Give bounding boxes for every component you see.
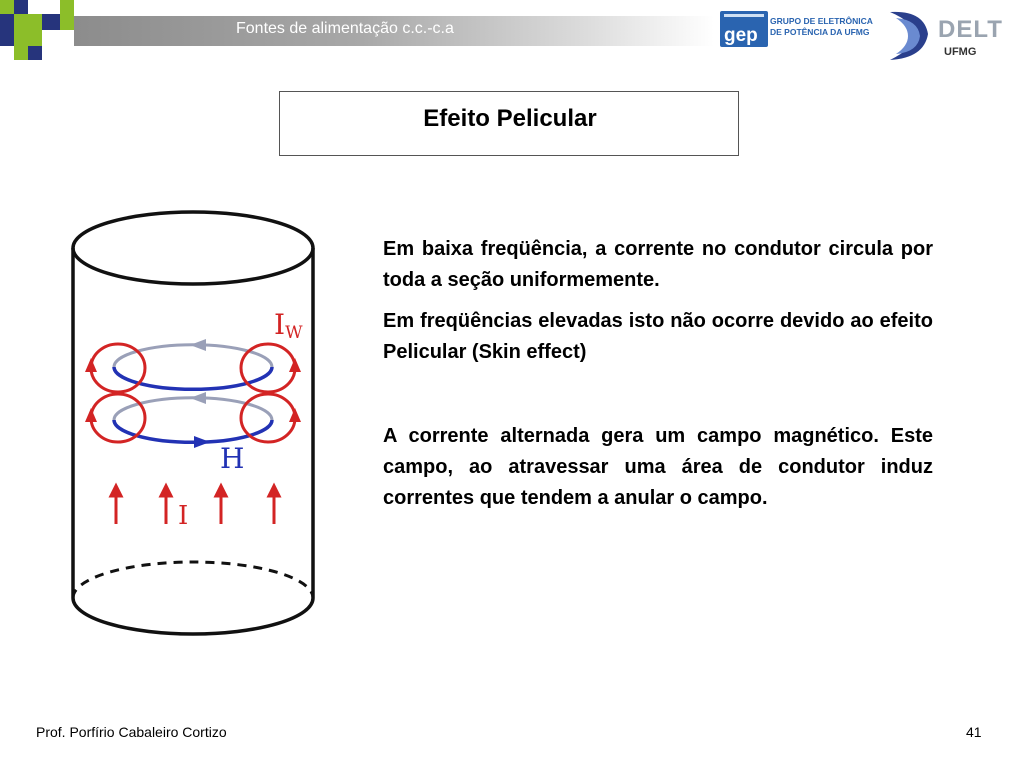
- footer-author: Prof. Porfírio Cabaleiro Cortizo: [36, 724, 227, 740]
- cylinder-bottom-front: [73, 598, 313, 634]
- eddy-arrowhead: [85, 408, 97, 422]
- label-i: I: [178, 501, 189, 531]
- eddy-current-loop: [91, 394, 145, 442]
- skin-effect-diagram: [62, 202, 332, 644]
- h-field-back-arrowhead: [190, 392, 206, 404]
- eddy-arrowhead: [85, 358, 97, 372]
- body-text: [383, 234, 933, 514]
- label-iw-sub: W: [285, 323, 303, 343]
- paragraph-high-frequency: Em freqüências elevadas isto não ocorre devido ao efeito Pelicular (Skin effect): [383, 310, 933, 363]
- slide-title-box: [279, 91, 739, 156]
- delt-logo-label: DELT: [938, 16, 1003, 43]
- h-field-front-arrowhead: [194, 436, 210, 448]
- decor-square: [60, 0, 74, 14]
- cylinder-bottom-back-dashed: [73, 562, 313, 598]
- header-title: Fontes de alimentação c.c.-c.a: [236, 20, 454, 37]
- header-bar: [0, 0, 1024, 62]
- eddy-current-loop: [91, 344, 145, 392]
- label-iw: [274, 308, 303, 343]
- gep-logo: [720, 11, 768, 47]
- gep-logo-label: gep: [724, 25, 758, 46]
- slide-title: Efeito Pelicular: [423, 105, 597, 132]
- decor-square: [42, 14, 60, 30]
- gep-caption: [770, 16, 873, 38]
- page-number: 41: [966, 724, 982, 740]
- decor-square: [28, 46, 42, 60]
- h-field-back-arrowhead: [190, 339, 206, 351]
- gep-caption-line2: DE POTÊNCIA DA UFMG: [770, 27, 870, 37]
- label-iw-main: I: [274, 308, 286, 341]
- eddy-arrowhead: [289, 358, 301, 372]
- decor-square: [14, 46, 28, 60]
- gep-caption-line1: GRUPO DE ELETRÔNICA: [770, 16, 873, 26]
- h-field-front-arc-lower: [114, 420, 272, 442]
- decor-square: [14, 0, 28, 14]
- ufmg-label: UFMG: [944, 46, 977, 58]
- label-h: H: [220, 442, 245, 475]
- decor-square: [14, 14, 42, 46]
- eddy-current-loop: [241, 344, 295, 392]
- decor-square: [0, 14, 14, 46]
- paragraph-low-frequency: Em baixa freqüência, a corrente no condutor circula por toda a seção uniformemente.: [383, 238, 933, 291]
- h-field-back-arc-upper: [114, 345, 272, 367]
- eddy-current-loop: [241, 394, 295, 442]
- decor-square: [60, 14, 74, 30]
- decor-square: [0, 0, 14, 14]
- eddy-arrowhead: [289, 408, 301, 422]
- paragraph-magnetic-field: A corrente alternada gera um campo magnético. Este campo, ao atravessar uma área de condutor induz correntes que tendem a anular o campo.: [383, 425, 933, 509]
- cylinder-top-ellipse: [73, 212, 313, 284]
